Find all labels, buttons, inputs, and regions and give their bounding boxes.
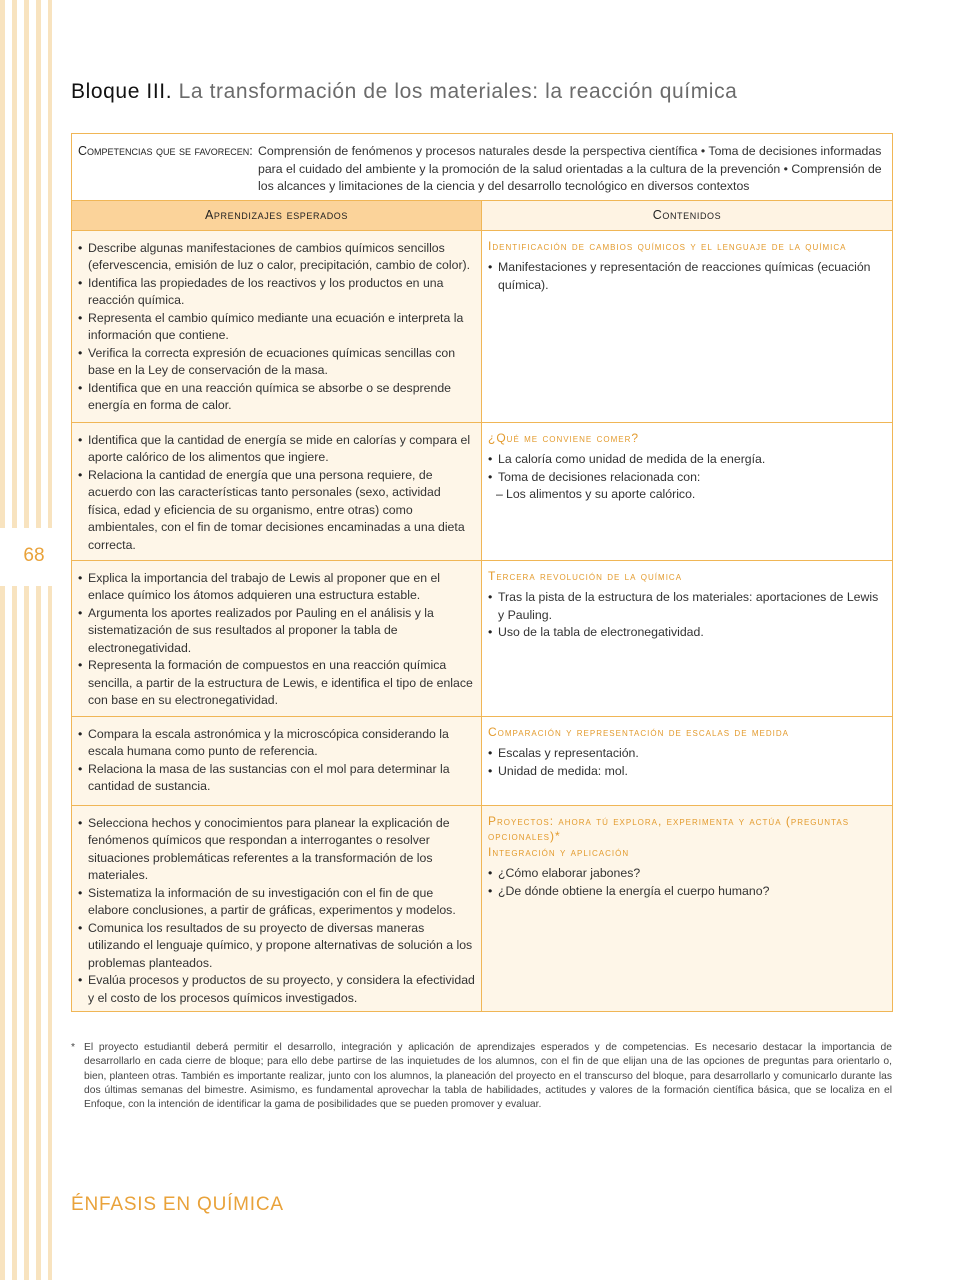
section-title: Identificación de cambios químicos y el lenguaje de la química [488,238,847,253]
list-item: • Uso de la tabla de electronegatividad. [488,624,886,642]
page-title [71,80,737,104]
list-item: • Relaciona la masa de las sustancias con el mol para determinar la cantidad de sustancia. [78,761,476,796]
stripe [12,0,17,1280]
footnote-mark: * [71,1042,76,1053]
list-item: • Representa la formación de compuestos en una reacción química sencilla, a partir de la estructura de Lewis, e identifica el tipo de enlace con base en su electronegatividad. [78,657,476,710]
list-item: • La caloría como unidad de medida de la energía. [488,451,886,469]
stripe [48,0,52,1280]
list-item: • Identifica que en una reacción química se absorbe o se desprende energía en forma de calor. [78,380,476,415]
list-item: • Selecciona hechos y conocimientos para planear la explicación de fenómenos químicos que respondan a interrogantes o resolver situaciones problemáticas referentes a la transformación de los materiales. [78,815,476,885]
list-item: • Manifestaciones y representación de reacciones químicas (ecuación química). [488,259,886,294]
contenidos-cell [482,560,893,716]
list-item: • Verifica la correcta expresión de ecuaciones químicas sencillas con base en la Ley de conservación de la masa. [78,345,476,380]
title-topic: La transformación de los materiales: la reacción química [178,80,738,103]
list-item: • ¿De dónde obtiene la energía el cuerpo humano? [488,883,886,901]
stripe [24,0,29,1280]
footnote-text: El proyecto estudiantil deberá permitir el desarrollo, integración y aplicación de aprendizajes esperados y de competencias. Es necesario destacar la importancia de desarrollarlo en cada cierre de bloque; para ello debe partirse de las inquietudes de los alumnos, con el fin de que elijan una de las opciones de preguntas para orientarlo o, bien, planteen otras. También es importante realizar, junto con los alumnos, la planeación del proyecto en el transcurso del bloque, para desarrollarlo y comunicarlo durante las dos últimas semanas del bimestre. Asimismo, es fundamental aprovechar la tabla de habilidades, actitudes y valores de la formación científica básica, que se localiza en el Enfoque, con la intención de identificar la gama de posibilidades que se pueden promover y evaluar. [84,1042,892,1111]
competencias-cell [72,134,893,201]
section-title: Proyectos: ahora tú explora, experimenta y actúa (preguntas opcionales)* [488,813,850,843]
list-item: • Argumenta los aportes realizados por Pauling en el análisis y la sistematización de sus resultados al proponer la tabla de electronegatividad. [78,605,476,658]
list-item: • Relaciona la cantidad de energía que una persona requiere, de acuerdo con las características tanto personales (sexo, actividad física, edad y eficiencia de su organismo, entre otras) como ambientales, con el fin de tomar decisiones encaminadas a una dieta correcta. [78,467,476,555]
contenidos-cell [482,805,893,1012]
contenidos-cell [482,230,893,422]
aprendizajes-cell [72,560,482,716]
stripe [36,0,41,1280]
section-title: Tercera revolución de la química [488,568,683,583]
list-item: • Identifica las propiedades de los reactivos y los productos en una reacción química. [78,275,476,310]
list-item: • Explica la importancia del trabajo de Lewis al proponer que en el enlace químico los átomos adquieren una estructura estable. [78,570,476,605]
section-subtitle: Integración y aplicación [488,844,630,859]
curriculum-table [71,133,892,1012]
table-row [72,805,893,1012]
list-item: • Describe algunas manifestaciones de cambios químicos sencillos (efervescencia, emisión de luz o calor, precipitación, cambio de color). [78,240,476,275]
list-item: • Identifica que la cantidad de energía se mide en calorías y compara el aporte calórico de los alimentos que ingiere. [78,432,476,467]
title-block: Bloque III. [71,80,173,103]
table-row [72,560,893,716]
page-number: 68 [23,545,45,566]
header-aprendizajes: Aprendizajes esperados [72,200,482,230]
page-footer: ÉNFASIS EN QUÍMICA [71,1194,284,1215]
stripe [0,0,5,1280]
aprendizajes-cell [72,230,482,422]
aprendizajes-cell [72,422,482,560]
competencias-label: Competencias que se favorecen: [78,144,253,158]
list-item: • Compara la escala astronómica y la microscópica considerando la escala humana como punto de referencia. [78,726,476,761]
aprendizajes-cell [72,716,482,805]
footnote [71,1041,892,1112]
list-item: • Evalúa procesos y productos de su proyecto, y considera la efectividad y el costo de los procesos químicos investigados. [78,972,476,1007]
list-item: • Comunica los resultados de su proyecto de diversas maneras utilizando el lenguaje químico, y propone alternativas de solución a los problemas planteados. [78,920,476,973]
table-row [72,716,893,805]
list-item: • Unidad de medida: mol. [488,763,886,781]
contenidos-cell [482,716,893,805]
decorative-stripes [0,0,60,1280]
list-subitem: – Los alimentos y su aporte calórico. [488,486,886,504]
aprendizajes-cell [72,805,482,1012]
list-item: • Tras la pista de la estructura de los materiales: aportaciones de Lewis y Pauling. [488,589,886,624]
competencias-text: Comprensión de fenómenos y procesos naturales desde la perspectiva científica • Toma de decisiones informadas para el cuidado del ambiente y la promoción de la salud orientadas a la cultura de la prevención • Comprensión de los alcances y limitaciones de la ciencia y del desarrollo tecnológico en diversos contextos [258,144,882,193]
table-row [72,422,893,560]
list-item: • Toma de decisiones relacionada con: [488,469,886,487]
contenidos-cell [482,422,893,560]
section-title: Comparación y representación de escalas de medida [488,724,789,739]
section-title: ¿Qué me conviene comer? [488,430,640,445]
header-contenidos: Contenidos [482,200,893,230]
table-row [72,230,893,422]
list-item: • Representa el cambio químico mediante una ecuación e interpreta la información que contiene. [78,310,476,345]
list-item: • Escalas y representación. [488,745,886,763]
list-item: • ¿Cómo elaborar jabones? [488,865,886,883]
list-item: • Sistematiza la información de su investigación con el fin de que elabore conclusiones, a partir de gráficas, experimentos y modelos. [78,885,476,920]
